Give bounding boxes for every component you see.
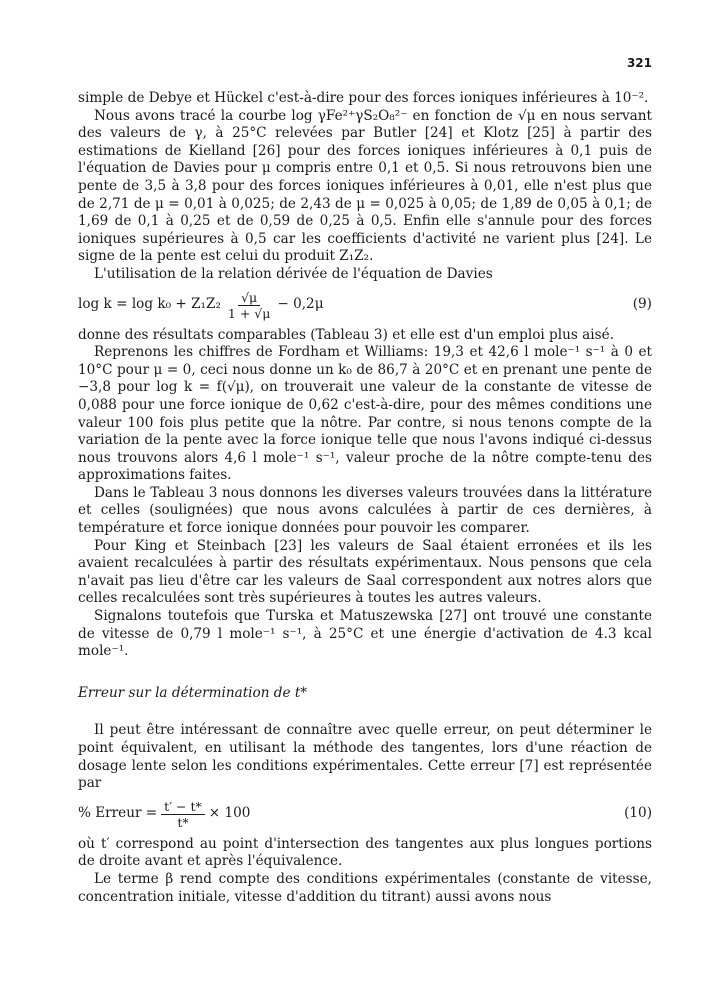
paragraph-2: Nous avons tracé la courbe log γFe²⁺γS₂O₈²⁻ en fonction de √μ en nous servant des valeurs de γ, à 25°C relevées par Butler [24] et Klotz [25] à partir des estimations de Kielland [26] pour des forces ioniques inférieures à 0,1 puis de l'équation de Davies pour μ compris entre 0,1 et 0,5. Si nous retrouvons bien une pente de 3,5 à 3,8 pour des forces ioniques inférieures à 0,01, elle n'est plus que de 2,71 de μ = 0,01 à 0,025; de 2,43 de μ = 0,025 à 0,05; de 1,89 de 0,05 à 0,1; de 1,69 de 0,1 à 0,25 et de 0,59 de 0,25 à 0,5. Enfin elle s'annule pour des forces ioniques supérieures à 0,5 car les coefficients d'activité ne varient plus [24]. Le signe de la pente est celui du produit Z₁Z₂.	[78, 107, 652, 265]
equation-9-denominator: 1 + √μ	[227, 305, 271, 321]
body-text	[78, 90, 652, 906]
equation-9-number: (9)	[632, 296, 652, 313]
paragraph-8: Signalons toutefois que Turska et Matuszewska [27] ont trouvé une constante de vitesse de 0,79 l mole⁻¹ s⁻¹, à 25°C et une énergie d'activation de 4.3 kcal mole⁻¹.	[78, 608, 652, 660]
equation-10-body	[78, 799, 250, 830]
paragraph-9: Il peut être intéressant de connaître avec quelle erreur, on peut déterminer le point équivalent, en utilisant la méthode des tangentes, lors d'une réaction de dosage lente selon les conditions expérimentales. Cette erreur [7] est représentée par	[78, 722, 652, 792]
equation-10-denominator: t*	[177, 814, 189, 830]
paragraph-3: L'utilisation de la relation dérivée de l'équation de Davies	[94, 265, 493, 282]
equation-9-body	[78, 290, 324, 321]
page-number: 321	[626, 56, 652, 70]
paragraph-4: donne des résultats comparables (Tableau 3) et elle est d'un emploi plus aisé.	[78, 326, 614, 343]
equation-10-fraction	[161, 799, 205, 830]
equation-10-number: (10)	[624, 805, 652, 822]
equation-9	[78, 290, 652, 321]
equation-10-numerator: t′ − t*	[161, 799, 205, 815]
equation-9-right: − 0,2μ	[277, 296, 324, 313]
paragraph-10: où t′ correspond au point d'intersection des tangentes aux plus longues portions de droite avant et après l'équivalence.	[78, 835, 652, 870]
equation-10-left: % Erreur =	[78, 805, 158, 822]
page-content	[78, 50, 652, 906]
paragraph-6: Dans le Tableau 3 nous donnons les diverses valeurs trouvées dans la littérature et celles (soulignées) que nous avons calculées à partir de ces dernières, à température et force ionique données pour pouvoir les comparer.	[78, 484, 652, 537]
paragraph-1: simple de Debye et Hückel c'est-à-dire pour des forces ioniques inférieures à 10⁻².	[78, 90, 649, 106]
equation-10	[78, 799, 652, 830]
equation-9-numerator: √μ	[238, 290, 260, 306]
equation-10-right: × 100	[208, 805, 251, 822]
equation-9-fraction	[225, 290, 273, 321]
paragraph-11: Le terme β rend compte des conditions expérimentales (constante de vitesse, concentration initiale, vitesse d'addition du titrant) aussi avons nous	[78, 870, 652, 905]
equation-9-left: log k = log k₀ + Z₁Z₂	[78, 296, 221, 313]
section-heading: Erreur sur la détermination de t*	[78, 684, 308, 701]
paragraph-5: Reprenons les chiffres de Fordham et Williams: 19,3 et 42,6 l mole⁻¹ s⁻¹ à 0 et 10°C pour μ = 0, ceci nous donne un k₀ de 86,7 à 20°C et en prenant une pente de −3,8 pour log k = f(√μ), on trouverait une valeur de la constante de vitesse de 0,088 pour une force ionique de 0,62 c'est-à-dire, pour des mêmes conditions une valeur 100 fois plus petite que la nôtre. Par contre, si nous tenons compte de la variation de la pente avec la force ionique telle que nous l'avons indiqué ci-dessus nous trouvons alors 4,6 l mole⁻¹ s⁻¹, valeur proche de la nôtre compte-tenu des approximations faites.	[78, 344, 652, 484]
paragraph-7: Pour King et Steinbach [23] les valeurs de Saal étaient erronées et ils les avaient recalculées à partir des résultats expérimentaux. Nous pensons que cela n'avait pas lieu d'être car les valeurs de Saal correspondent aux notres alors que celles recalculées sont très supérieures à toutes les autres valeurs.	[78, 537, 652, 607]
